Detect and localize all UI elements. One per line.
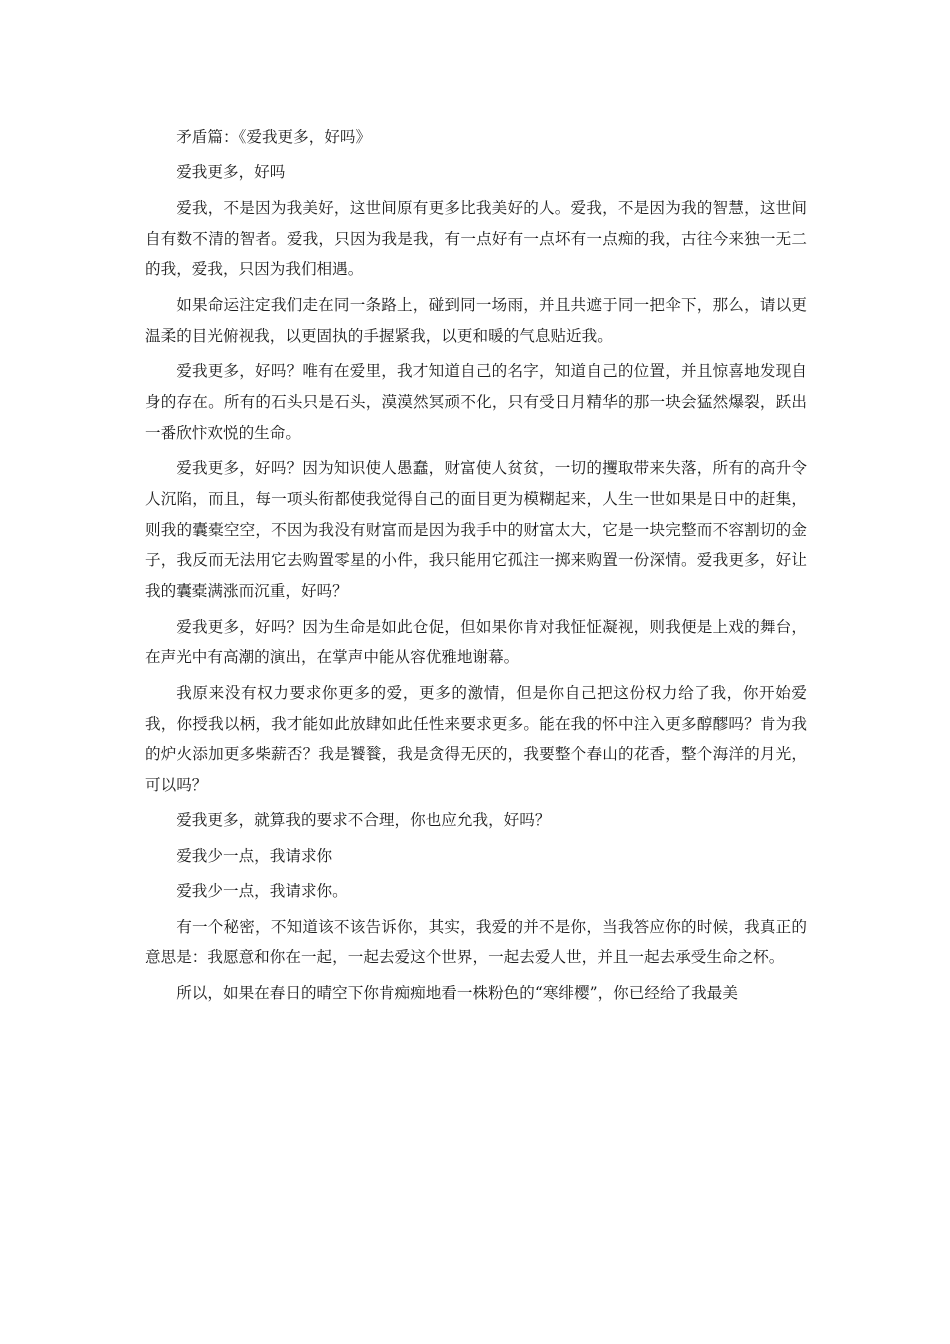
paragraph: 我原来没有权力要求你更多的爱，更多的激情，但是你自己把这份权力给了我，你开始爱我，你授我以柄，我才能如此放肆如此任性来要求更多。能在我的怀中注入更多醇醪吗？肯为我的炉火添加更多柴薪否？我是饕餮，我是贪得无厌的，我要整个春山的花香，整个海洋的月光，可以吗？ — [145, 683, 807, 795]
paragraph: 爱我更多，就算我的要求不合理，你也应允我，好吗？ — [176, 811, 551, 830]
section-title: 爱我少一点，我请求你 — [176, 846, 333, 865]
document-heading: 矛盾篇：《爱我更多，好吗》 — [176, 128, 372, 146]
document-body — [145, 122, 807, 1013]
paragraph: 爱我少一点，我请求你。 — [176, 882, 348, 901]
section-title: 爱我更多，好吗 — [176, 163, 286, 182]
paragraph: 所以，如果在春日的晴空下你肯痴痴地看一株粉色的“寒绯樱”，你已经给了我最美 — [176, 983, 738, 1002]
paragraph: 爱我更多，好吗？因为知识使人愚蠢，财富使人贫贫，一切的攫取带来失落，所有的高升令人沉陷，而且，每一项头衔都使我觉得自己的面目更为模糊起来，人生一世如果是日中的赶集，则我的囊橐空空，不因为我没有财富而是因为我手中的财富太大，它是一块完整而不容割切的金子，我反而无法用它去购置零星的小件，我只能用它孤注一掷来购置一份深情。爱我更多，好让我的囊橐满涨而沉重，好吗？ — [145, 458, 807, 601]
paragraph: 爱我更多，好吗？因为生命是如此仓促，但如果你肯对我怔怔凝视，则我便是上戏的舞台，在声光中有高潮的演出，在掌声中能从容优雅地谢幕。 — [145, 617, 807, 667]
paragraph: 爱我更多，好吗？唯有在爱里，我才知道自己的名字，知道自己的位置，并且惊喜地发现自身的存在。所有的石头只是石头，漠漠然冥顽不化，只有受日月精华的那一块会猛然爆裂，跃出一番欣忭欢悦的生命。 — [145, 361, 807, 442]
paragraph: 有一个秘密，不知道该不该告诉你，其实，我爱的并不是你，当我答应你的时候，我真正的意思是：我愿意和你在一起，一起去爱这个世界，一起去爱人世，并且一起去承受生命之杯。 — [145, 917, 807, 967]
paragraph: 爱我，不是因为我美好，这世间原有更多比我美好的人。爱我，不是因为我的智慧，这世间自有数不清的智者。爱我，只因为我是我，有一点好有一点坏有一点痴的我，古往今来独一无二的我，爱我，只因为我们相遇。 — [145, 198, 807, 279]
paragraph: 如果命运注定我们走在同一条路上，碰到同一场雨，并且共遮于同一把伞下，那么，请以更温柔的目光俯视我，以更固执的手握紧我，以更和暖的气息贴近我。 — [145, 295, 807, 345]
